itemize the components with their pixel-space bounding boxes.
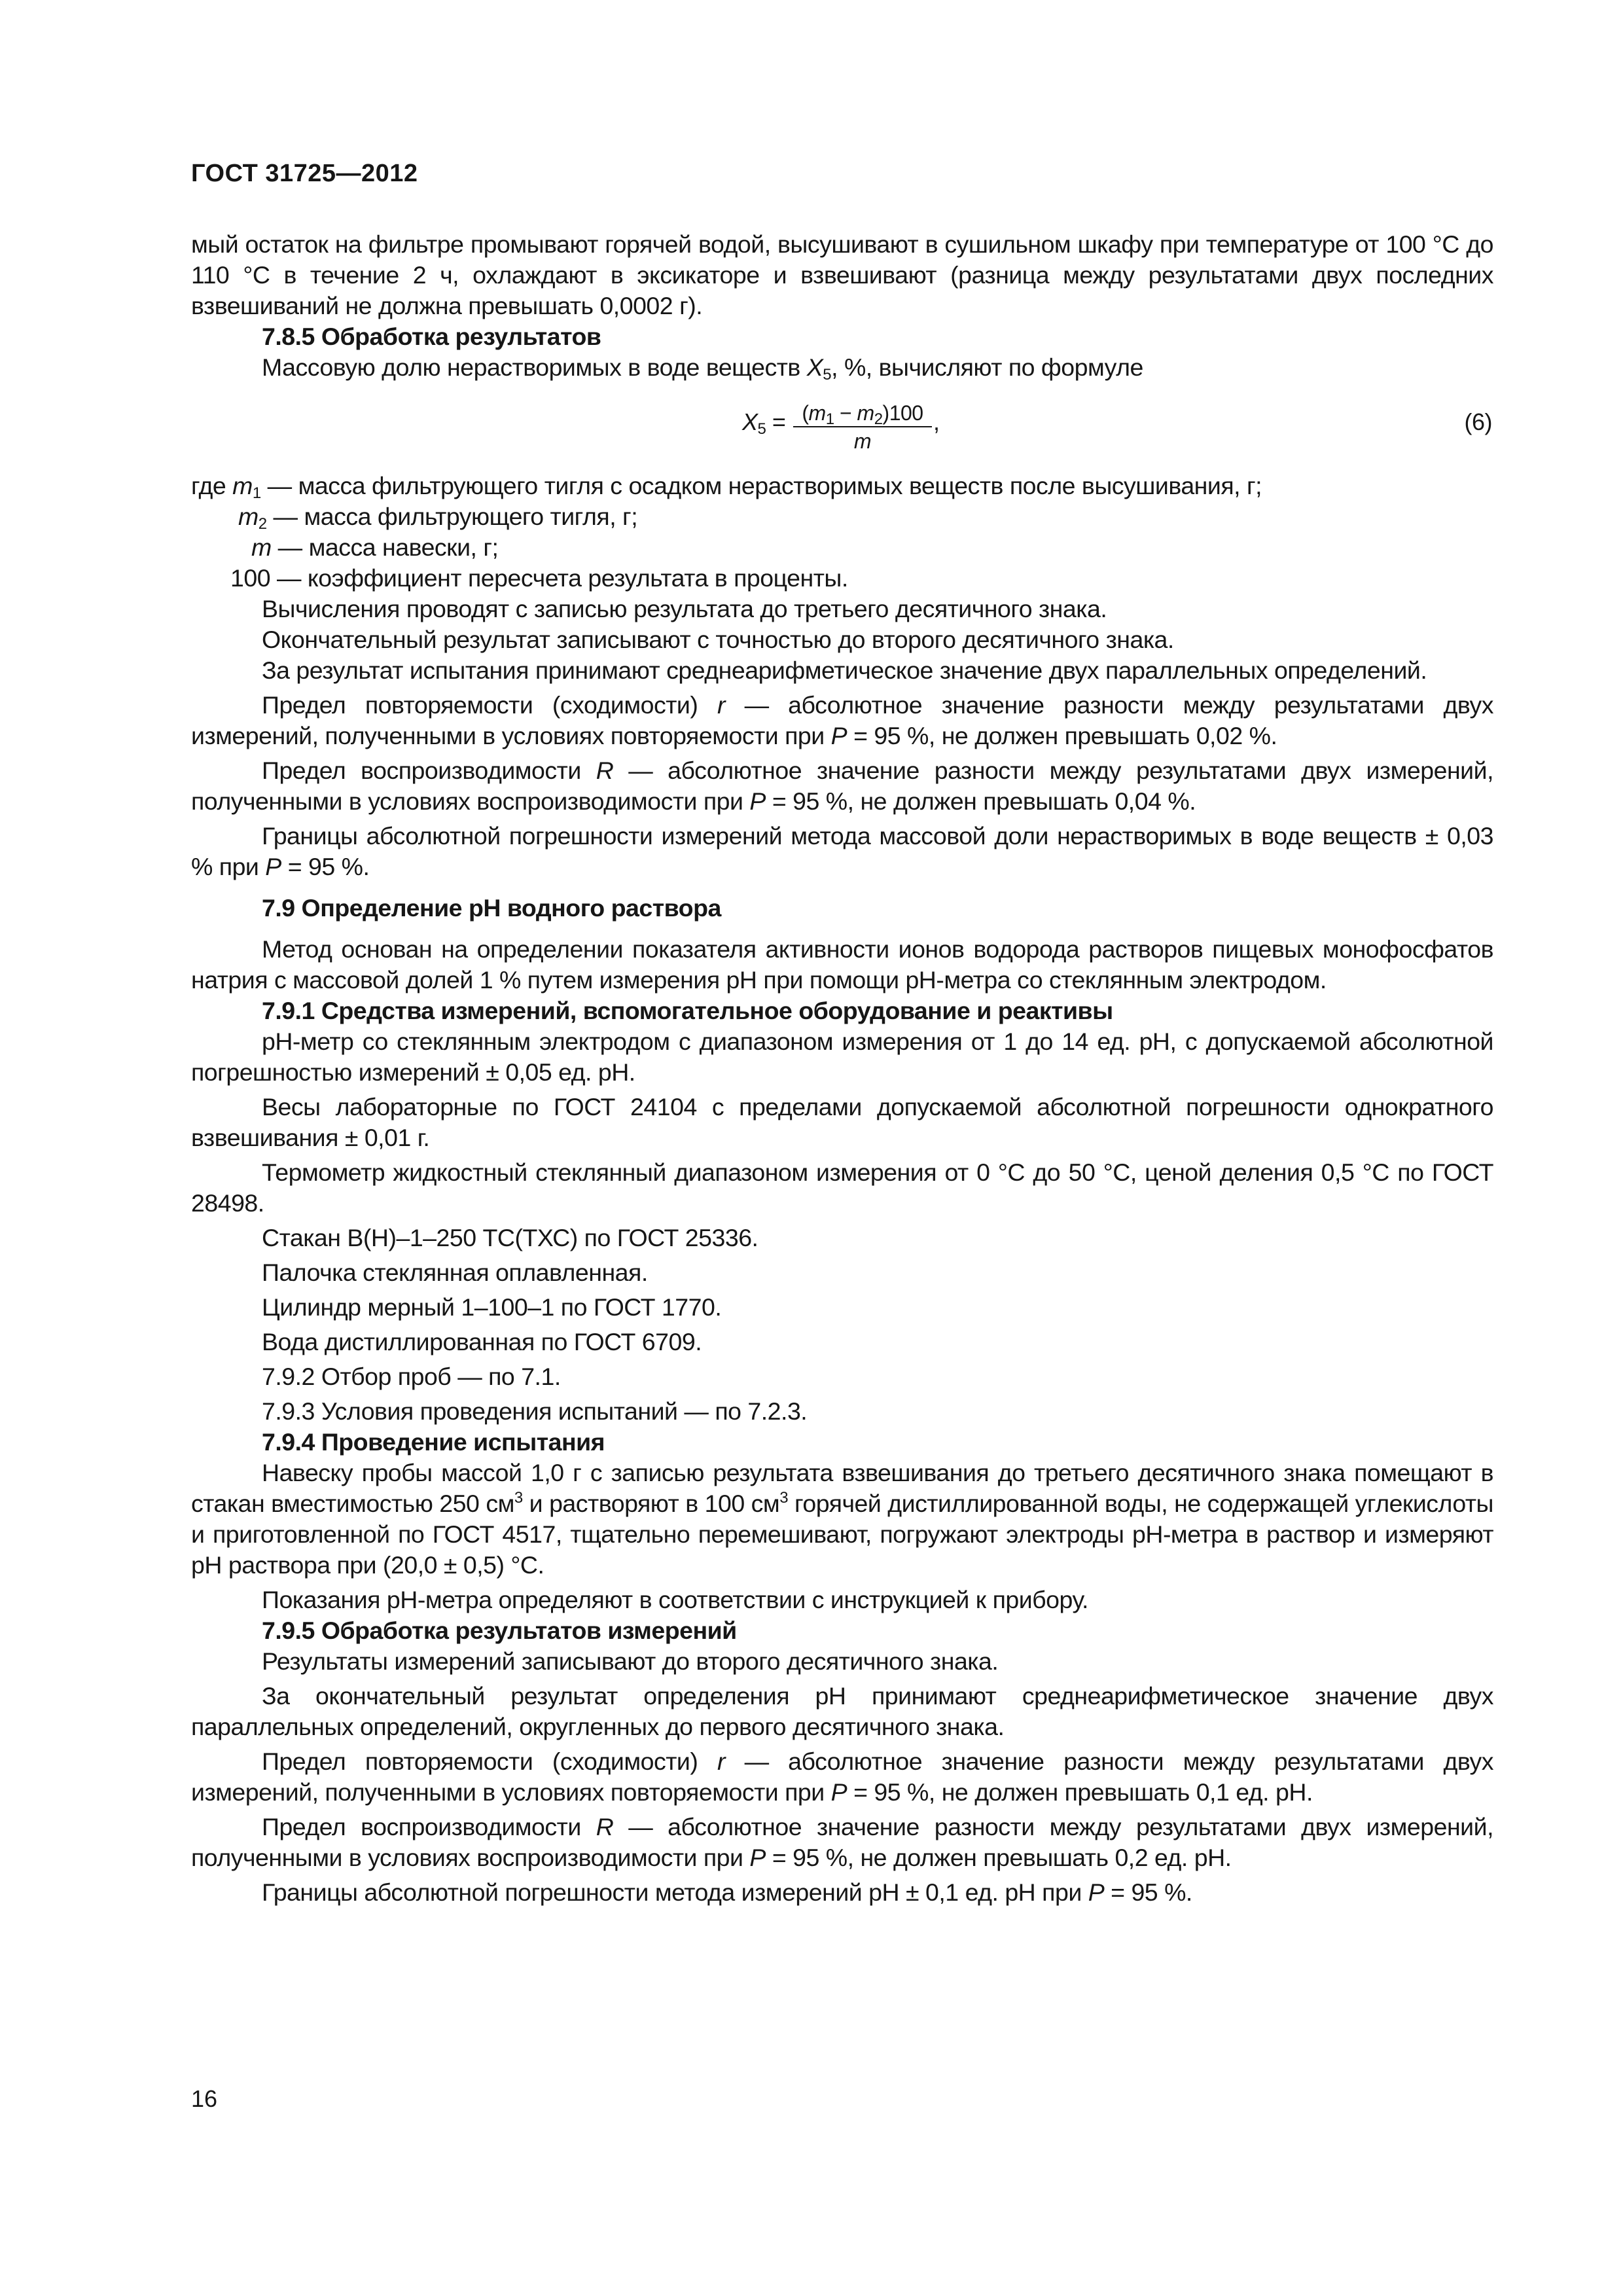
variable: r: [717, 691, 725, 719]
text-span: = 95 %, не должен превышать 0,1 ед. рН.: [847, 1778, 1313, 1806]
variable: P: [749, 787, 766, 815]
text-span: и растворяют в 100 см: [522, 1490, 780, 1517]
paragraph: мый остаток на фильтре промывают горячей водой, высушивают в сушильном шкафу при температуре от 100 °С до 110 °С в течение 2 ч, охлаждают в эксикаторе и взвешивают (разница между результатами двух последних взвешиваний не должна превышать 0,0002 г).: [191, 230, 1493, 319]
paragraph: Цилиндр мерный 1–100–1 по ГОСТ 1770.: [262, 1293, 722, 1321]
formula-legend: [191, 471, 1493, 594]
variable: r: [717, 1748, 725, 1775]
formula-number: (6): [1464, 408, 1492, 435]
text-span: Границы абсолютной погрешности измерений метода массовой доли нерастворимых в воде веществ ± 0,03 % при: [191, 822, 1493, 880]
superscript: 3: [779, 1489, 789, 1507]
paragraph: Весы лабораторные по ГОСТ 24104 с пределами допускаемой абсолютной погрешности однократного взвешивания ± 0,01 г.: [191, 1093, 1493, 1151]
formula-denominator: m: [853, 429, 872, 453]
text-span: горячей дистиллированной воды, не содержащей углекислоты и приготовленной по ГОСТ 4517, тщательно перемешивают, погружают электроды рН-метра в раствор и измеряют рН раствора при (20,0 ± 0,5) °С.: [191, 1490, 1493, 1579]
paragraph: [191, 352, 1493, 383]
text-span: = 95 %, не должен превышать 0,02 %.: [847, 722, 1277, 749]
section-heading-7-9-4: 7.9.4 Проведение испытания: [262, 1428, 605, 1456]
paragraph: Термометр жидкостный стеклянный диапазоном измерения от 0 °С до 50 °С, ценой деления 0,5 °С по ГОСТ 28498.: [191, 1158, 1493, 1217]
subscript: 5: [823, 366, 832, 384]
variable: P: [830, 1778, 847, 1806]
section-heading-7-8-5: 7.8.5 Обработка результатов: [262, 323, 601, 350]
paragraph: [191, 1746, 1493, 1808]
formula-numerator: [793, 400, 932, 427]
variable: X: [806, 353, 823, 381]
text-span: — масса фильтрующего тигля, г;: [266, 503, 638, 530]
paragraph: За результат испытания принимают среднеарифметическое значение двух параллельных определений.: [262, 656, 1427, 684]
text-span: Предел воспроизводимости: [262, 1813, 596, 1840]
text-span: )100: [882, 401, 923, 425]
text-span: Предел воспроизводимости: [262, 757, 596, 784]
paragraph: рН-метр со стеклянным электродом с диапазоном измерения от 1 до 14 ед. рН, с допускаемой абсолютной погрешностью измерений ± 0,05 ед. рН.: [191, 1028, 1493, 1086]
paragraph: [191, 821, 1493, 882]
section-heading-7-9-1: 7.9.1 Средства измерений, вспомогательное оборудование и реактивы: [262, 997, 1113, 1024]
text-span: Массовую долю нерастворимых в воде веществ: [262, 353, 807, 381]
equals-sign: =: [766, 408, 786, 435]
text-span: Границы абсолютной погрешности метода измерений рН ± 0,1 ед. рН при: [262, 1878, 1088, 1906]
paragraph: 7.9.3 Условия проведения испытаний — по 7.2.3.: [262, 1397, 808, 1425]
paragraph: Показания рН-метра определяют в соответствии с инструкцией к прибору.: [262, 1586, 1088, 1613]
text-span: = 95 %, не должен превышать 0,04 %.: [765, 787, 1196, 815]
subscript: 2: [258, 515, 267, 533]
text-span: , %, вычисляют по формуле: [831, 353, 1143, 381]
variable: m: [232, 472, 253, 499]
variable: R: [596, 757, 614, 784]
paragraph: [191, 1458, 1493, 1581]
subscript: 1: [825, 410, 834, 428]
legend-row: 100 — коэффициент пересчета результата в проценты.: [230, 564, 848, 592]
formula-fraction: [793, 400, 932, 455]
paragraph: Окончательный результат записывают с точностью до второго десятичного знака.: [262, 626, 1174, 653]
superscript: 3: [514, 1489, 523, 1507]
variable: P: [265, 853, 281, 880]
paragraph: Метод основан на определении показателя активности ионов водорода растворов пищевых монофосфатов натрия с массовой долей 1 % путем измерения рН при помощи рН-метра со стеклянным электродом.: [191, 935, 1493, 994]
variable: X: [742, 408, 758, 435]
variable: R: [596, 1813, 614, 1840]
paragraph: Палочка стеклянная оплавленная.: [262, 1259, 648, 1286]
legend-row: [191, 532, 1493, 563]
text-span: = 95 %.: [1104, 1878, 1192, 1906]
text-span: = 95 %.: [281, 853, 370, 880]
section-heading-7-9: 7.9 Определение рН водного раствора: [262, 894, 721, 922]
text-span: Предел повторяемости (сходимости): [262, 1748, 717, 1775]
legend-row: [191, 471, 1493, 501]
paragraph: [191, 755, 1493, 817]
formula-comma: ,: [933, 408, 940, 435]
document-body: [191, 229, 1493, 1908]
paragraph: Стакан В(Н)–1–250 ТС(ТХС) по ГОСТ 25336.: [262, 1224, 758, 1251]
formula-lhs: [742, 406, 785, 437]
text-span: где: [191, 472, 233, 499]
text-span: — абсолютное значение разности между результатами двух измерений, полученными в условиях повторяемости при: [191, 691, 1493, 749]
text-span: — абсолютное значение разности между результатами двух измерений, полученными в условиях воспроизводимости при: [191, 757, 1493, 815]
text-span: Навеску пробы массой 1,0 г с записью результата взвешивания до третьего десятичного знака помещают в стакан вместимостью 250 см: [191, 1459, 1493, 1517]
subscript: 1: [252, 484, 261, 502]
text-span: — масса навески, г;: [271, 533, 499, 561]
subscript: 2: [874, 410, 883, 428]
variable: m: [808, 401, 826, 425]
paragraph: [191, 690, 1493, 751]
minus-sign: −: [834, 401, 857, 425]
paragraph: Результаты измерений записывают до второго десятичного знака.: [262, 1647, 999, 1675]
paragraph: Вычисления проводят с записью результата до третьего десятичного знака.: [262, 595, 1107, 622]
variable: P: [830, 722, 847, 749]
text-span: — абсолютное значение разности между результатами двух измерений, полученными в условиях повторяемости при: [191, 1748, 1493, 1806]
variable: m: [857, 401, 874, 425]
text-span: Предел повторяемости (сходимости): [262, 691, 717, 719]
page-number: 16: [191, 2085, 218, 2112]
legend-row: [191, 501, 1493, 532]
text-span: — абсолютное значение разности между результатами двух измерений, полученными в условиях воспроизводимости при: [191, 1813, 1493, 1871]
paragraph: [191, 1877, 1493, 1908]
subscript: 5: [757, 420, 766, 438]
variable: P: [749, 1844, 766, 1871]
paragraph: За окончательный результат определения рН принимают среднеарифметическое значение двух параллельных определений, округленных до первого десятичного знака.: [191, 1682, 1493, 1740]
section-heading-7-9-5: 7.9.5 Обработка результатов измерений: [262, 1617, 737, 1644]
paragraph: 7.9.2 Отбор проб — по 7.1.: [262, 1363, 561, 1390]
variable: m: [238, 503, 259, 530]
text-span: — масса фильтрующего тигля с осадком нерастворимых веществ после высушивания, г;: [260, 472, 1262, 499]
variable: m: [251, 533, 272, 561]
document-header: ГОСТ 31725—2012: [191, 160, 418, 187]
paragraph: [191, 1812, 1493, 1873]
text-span: (: [802, 401, 809, 425]
text-span: = 95 %, не должен превышать 0,2 ед. рН.: [765, 1844, 1232, 1871]
paragraph: Вода дистиллированная по ГОСТ 6709.: [262, 1328, 702, 1355]
variable: P: [1088, 1878, 1105, 1906]
formula-block: [191, 386, 1493, 471]
